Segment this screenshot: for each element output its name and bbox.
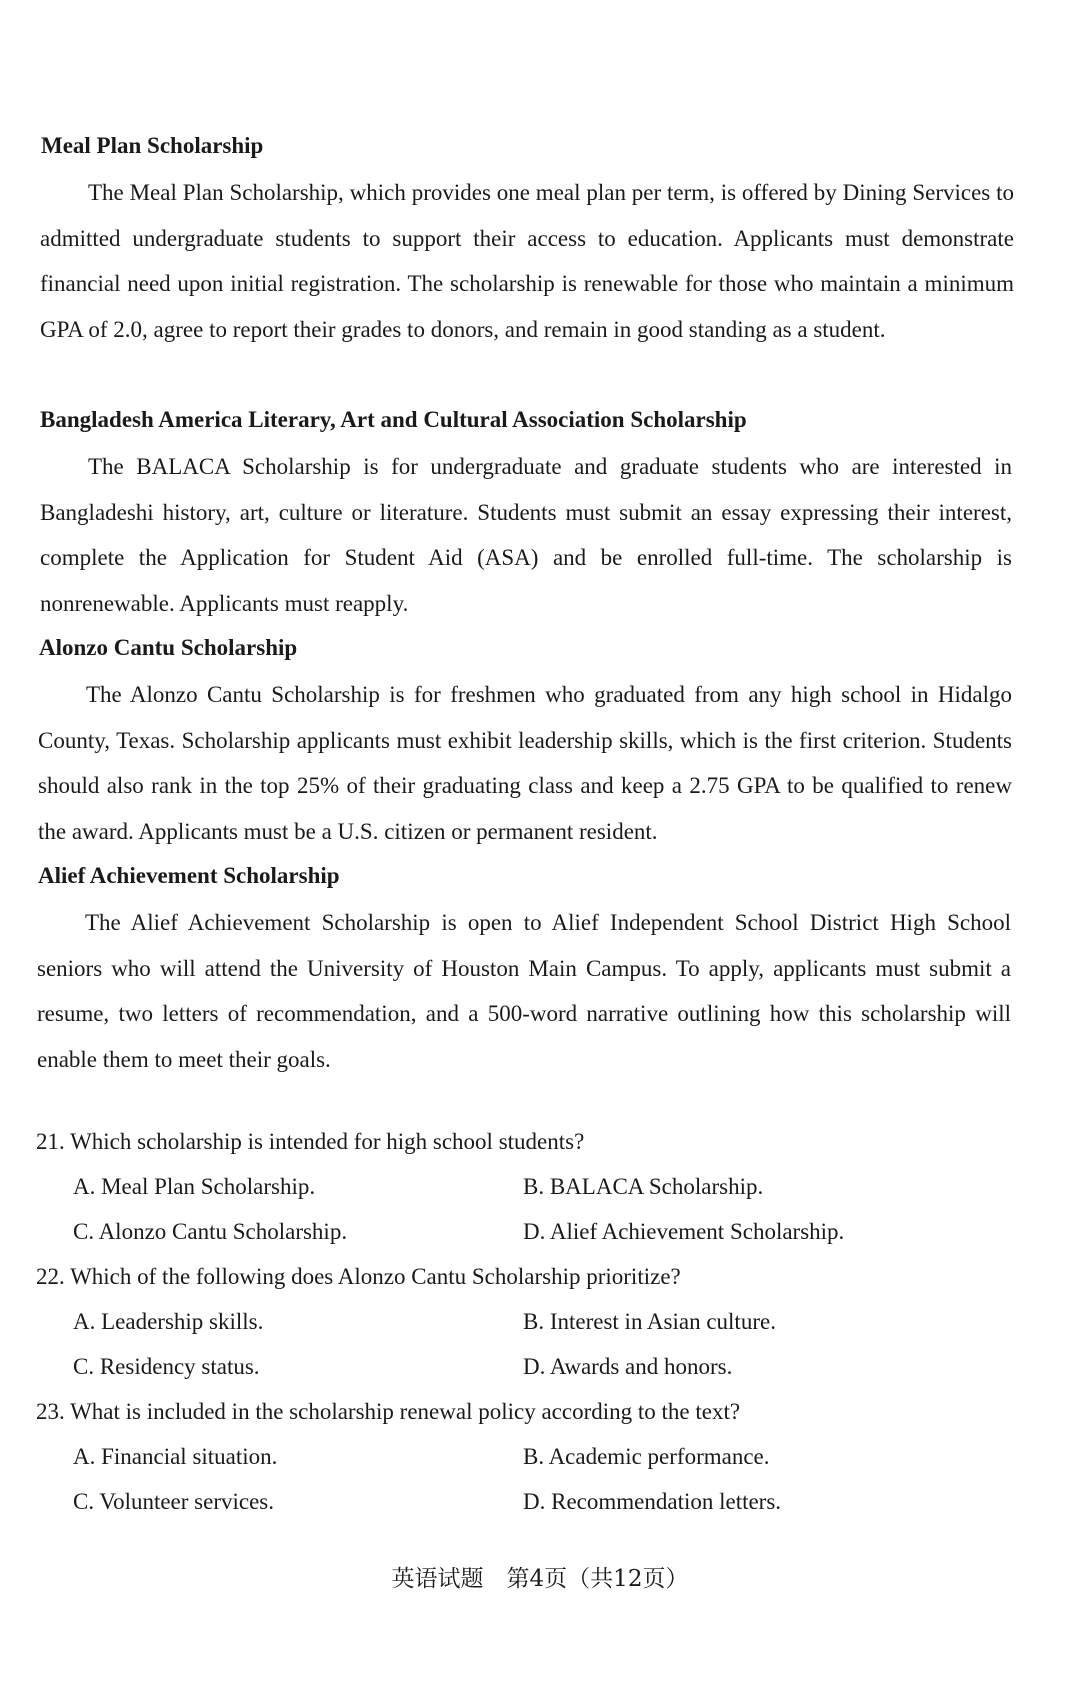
question-22-option-d: D. Awards and honors. (523, 1354, 733, 1379)
question-21-option-c: C. Alonzo Cantu Scholarship. (73, 1219, 348, 1244)
section-title-balaca: Bangladesh America Literary, Art and Cultural Association Scholarship (40, 407, 747, 432)
question-23-option-d: D. Recommendation letters. (523, 1489, 782, 1514)
question-22-option-a: A. Leadership skills. (73, 1309, 264, 1334)
question-22: 22. Which of the following does Alonzo Cantu Scholarship prioritize? (36, 1264, 681, 1289)
section-title-meal-plan: Meal Plan Scholarship (41, 133, 264, 158)
question-21-option-d: D. Alief Achievement Scholarship. (523, 1219, 845, 1244)
section-body-meal-plan: The Meal Plan Scholarship, which provides one meal plan per term, is offered by Dining Services to admitted undergraduate students to support their access to education. Applicants must demonstrate financial need upon initial registration. The scholarship is renewable for those who maintain a minimum GPA of 2.0, agree to report their grades to donors, and remain in good standing as a student. (40, 180, 1014, 342)
section-title-alief: Alief Achievement Scholarship (38, 863, 340, 888)
section-body-alonzo-cantu: The Alonzo Cantu Scholarship is for freshmen who graduated from any high school in Hidalgo County, Texas. Scholarship applicants must exhibit leadership skills, which is the first criterion. Students should also rank in the top 25% of their graduating class and keep a 2.75 GPA to be qualified to renew the award. Applicants must be a U.S. citizen or permanent resident. (38, 682, 1012, 844)
question-21: 21. Which scholarship is intended for high school students? (36, 1129, 585, 1154)
section-body-balaca: The BALACA Scholarship is for undergraduate and graduate students who are interested in Bangladeshi history, art, culture or literature. Students must submit an essay expressing their interest, complete the Application for Student Aid (ASA) and be enrolled full-time. The scholarship is nonrenewable. Applicants must reapply. (40, 454, 1012, 616)
question-23-option-a: A. Financial situation. (73, 1444, 278, 1469)
page-footer: 英语试题 第4页（共12页） (391, 1566, 689, 1592)
question-22-option-b: B. Interest in Asian culture. (523, 1309, 776, 1334)
question-23-option-c: C. Volunteer services. (73, 1489, 275, 1514)
question-22-option-c: C. Residency status. (73, 1354, 260, 1379)
section-body-alief: The Alief Achievement Scholarship is open to Alief Independent School District High School seniors who will attend the University of Houston Main Campus. To apply, applicants must submit a resume, two letters of recommendation, and a 500-word narrative outlining how this scholarship will enable them to meet their goals. (37, 910, 1011, 1072)
section-title-alonzo-cantu: Alonzo Cantu Scholarship (39, 635, 298, 660)
question-23-option-b: B. Academic performance. (523, 1444, 770, 1469)
question-21-option-b: B. BALACA Scholarship. (523, 1174, 764, 1199)
question-23: 23. What is included in the scholarship renewal policy according to the text? (36, 1399, 741, 1424)
question-21-option-a: A. Meal Plan Scholarship. (73, 1174, 316, 1199)
